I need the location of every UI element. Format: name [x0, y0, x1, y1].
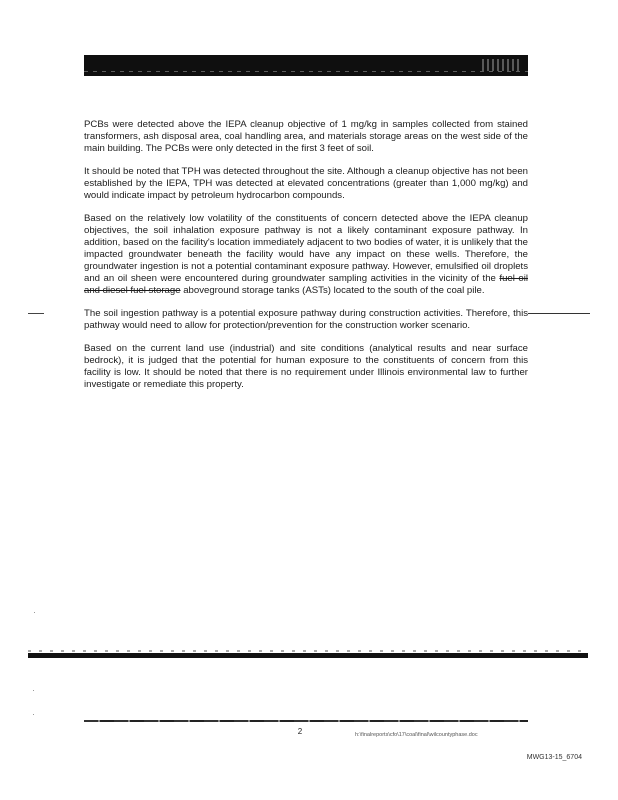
- paragraph-soil-ingestion: The soil ingestion pathway is a potential exposure pathway during construction activities. Therefore, this pathway would need to allow for protection/prevention for the construction worker scenario.: [84, 308, 528, 331]
- scan-speck: [34, 612, 35, 613]
- page-number: 2: [297, 727, 303, 736]
- margin-mark-right: [528, 313, 590, 314]
- paragraph-pcbs: PCBs were detected above the IEPA cleanup objective of 1 mg/kg in samples collected from stained transformers, ash disposal area, coal handling area, and materials storage areas on the west side of the main building. The PCBs were only detected in the first 3 feet of soil.: [84, 119, 528, 154]
- header-redaction-bar: [84, 55, 528, 76]
- paragraph-tph: It should be noted that TPH was detected throughout the site. Although a cleanup objective has not been established by the IEPA, TPH was detected at elevated concentrations (greater than 1,000 mg/kg) and would indicate impact by petroleum hydrocarbon compounds.: [84, 166, 528, 201]
- paragraph-exposure-text-end: aboveground storage tanks (ASTs) located to the south of the coal pile.: [180, 285, 485, 296]
- paragraph-exposure-text: Based on the relatively low volatility of the constituents of concern detected above the IEPA cleanup objectives, the soil inhalation exposure pathway is not a likely contaminant exposure pathway. In addition, based on the facility's location immediately adjacent to two bodies of water, it is unlikely that the impacted groundwater beneath the facility would have any impact on these wells. Therefore, the groundwater ingestion is not a potential contaminant exposure pathway. However, emulsified oil droplets and an oil sheen were encountered during groundwater sampling activities in the vicinity of the: [84, 213, 528, 284]
- bates-number: MWG13-15_6704: [526, 754, 582, 761]
- scan-noise: [482, 59, 522, 71]
- file-path: h:\finalreports\cfo\17\coal\final\wilcountyphase.doc: [355, 732, 478, 738]
- footer-redaction-bar: [28, 653, 588, 658]
- paragraph-conclusion: Based on the current land use (industrial) and site conditions (analytical results and near surface bedrock), it is judged that the potential for human exposure to the constituents of concern from this facility is low. It should be noted that there is no requirement under Illinois environmental law to further investigate or remediate this property.: [84, 343, 528, 390]
- scan-speck: [33, 690, 34, 691]
- margin-mark-left: [28, 313, 44, 314]
- footer-rule: [84, 720, 528, 722]
- paragraph-exposure-pathways: [84, 213, 528, 297]
- scan-artifact-line: [84, 71, 528, 72]
- scan-artifact-line: [28, 650, 588, 652]
- body-text: [84, 119, 528, 402]
- scan-speck: [33, 714, 34, 715]
- struck-text: fuel oil and diesel fuel storage: [84, 273, 528, 296]
